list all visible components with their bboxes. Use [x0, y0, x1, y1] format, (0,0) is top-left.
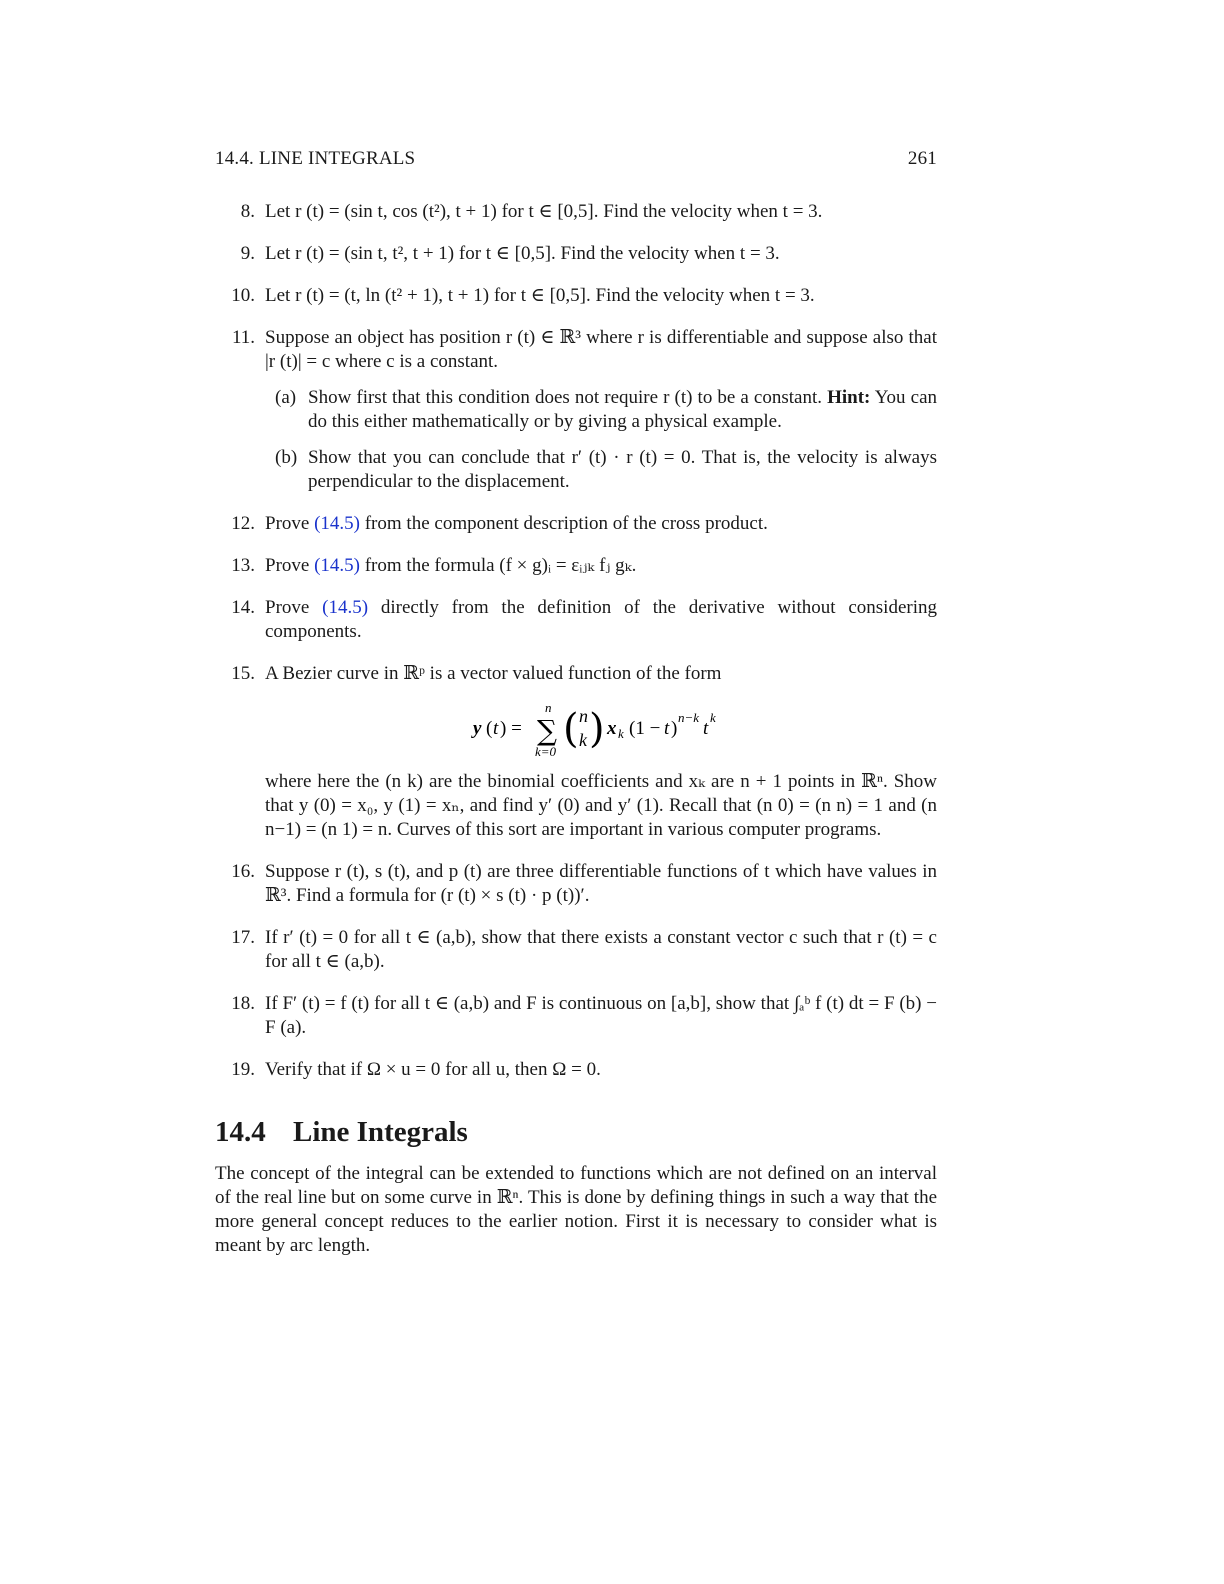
svg-text:x: x — [607, 718, 617, 739]
exercise-number: 14. — [231, 597, 255, 618]
svg-text:n: n — [579, 706, 588, 726]
exercise-number: 10. — [231, 285, 255, 306]
exercise-14 — [215, 596, 937, 644]
part-text: Show first that this condition does not require r (t) to be a constant. — [308, 387, 828, 408]
svg-text:k: k — [710, 710, 716, 725]
section-heading — [215, 1116, 937, 1148]
exercise-text: A Bezier curve in ℝᵖ is a vector valued function of the form — [265, 663, 722, 684]
svg-text:t: t — [664, 718, 670, 739]
hint-label: Hint: — [827, 387, 871, 408]
exercise-text: Suppose an object has position r (t) ∈ ℝ³ where r is differentiable and suppose also that |r (t)| = c where c is a constant. — [265, 327, 937, 372]
svg-text:k: k — [579, 730, 587, 750]
exercise-text-cont: directly from the definition of the derivative without considering components. — [265, 597, 938, 642]
exercise-number: 15. — [231, 663, 255, 684]
exercise-9 — [215, 242, 937, 266]
exercise-text: If r′ (t) = 0 for all t ∈ (a,b), show that there exists a constant vector c such that r (t) = c for all t ∈ (a,b). — [265, 927, 937, 972]
header-section-title: 14.4. LINE INTEGRALS — [215, 148, 416, 169]
exercise-15 — [215, 662, 937, 842]
content — [215, 200, 937, 1258]
bezier-formula-graphic — [215, 700, 937, 760]
part-label: (b) — [275, 447, 298, 468]
svg-text:∑: ∑ — [537, 714, 557, 747]
exercise-13 — [215, 554, 937, 578]
equation-ref-link[interactable]: (14.5) — [314, 555, 360, 576]
section-title: Line Integrals — [293, 1116, 468, 1148]
exercise-text: Verify that if Ω × u = 0 for all u, then Ω = 0. — [265, 1059, 601, 1080]
svg-text:n: n — [545, 700, 552, 715]
section-number: 14.4 — [215, 1116, 266, 1148]
exercise-text: Suppose r (t), s (t), and p (t) are three differentiable functions of t which have values in ℝ³. Find a formula for (r (t) × s (t) · p (t))′. — [265, 861, 937, 906]
svg-text:): ) — [671, 718, 678, 739]
svg-text:(: ( — [563, 706, 579, 752]
exercise-17 — [215, 926, 937, 974]
svg-text:(1 −: (1 − — [629, 718, 661, 739]
svg-text:k: k — [618, 726, 624, 741]
svg-text:k=0: k=0 — [535, 744, 557, 759]
equation-ref-link[interactable]: (14.5) — [322, 597, 369, 618]
svg-text:(: ( — [486, 718, 493, 739]
exercise-text: Let r (t) = (sin t, t², t + 1) for t ∈ [0,5]. Find the velocity when t = 3. — [265, 243, 780, 264]
exercise-text: Let r (t) = (sin t, cos (t²), t + 1) for t ∈ [0,5]. Find the velocity when t = 3. — [265, 201, 823, 222]
exercise-number: 9. — [240, 243, 255, 264]
exercise-text: If F′ (t) = f (t) for all t ∈ (a,b) and F is continuous on [a,b], show that ∫ₐᵇ f (t) dt = F (b) − F (a). — [265, 993, 937, 1038]
svg-text:t: t — [703, 718, 709, 739]
exercise-19 — [215, 1058, 937, 1082]
exercise-number: 11. — [231, 327, 255, 348]
exercise-text-cont: from the component description of the cross product. — [359, 513, 768, 534]
exercise-number: 8. — [240, 201, 255, 222]
exercise-16 — [215, 860, 937, 908]
exercise-number: 17. — [231, 927, 255, 948]
exercise-number: 13. — [231, 555, 255, 576]
exercise-text-cont: from the formula (f × g)ᵢ = εᵢⱼₖ fⱼ gₖ. — [359, 555, 637, 576]
part-label: (a) — [275, 387, 297, 408]
bezier-formula — [215, 700, 937, 760]
exercise-10 — [215, 284, 937, 308]
exercise-number: 12. — [231, 513, 255, 534]
bezier-explanation: where here the (n k) are the binomial coefficients and xₖ are n + 1 points in ℝⁿ. Show that y (0) = x₀, y (1) = xₙ, and find y′ (0) and y′ (1). Recall that (n 0) = (n n) = 1 and (n n−1) = (n 1) = n. Curves of this sort are important in various computer programs. — [265, 771, 937, 840]
svg-text:) =: ) = — [500, 718, 522, 739]
exercise-8 — [215, 200, 937, 224]
exercise-11a — [215, 386, 937, 434]
equation-ref-link[interactable]: (14.5) — [314, 513, 360, 534]
svg-text:t: t — [493, 718, 499, 739]
exercise-text: Prove — [265, 513, 315, 534]
page-number: 261 — [907, 148, 937, 169]
exercise-text: Prove — [265, 597, 323, 618]
svg-text:): ) — [589, 706, 605, 752]
running-header — [215, 148, 937, 170]
exercise-number: 16. — [231, 861, 255, 882]
exercise-number: 18. — [231, 993, 255, 1014]
part-text-cont: You can do this either mathematically or by giving a physical example. — [308, 387, 937, 432]
part-text: Show that you can conclude that r′ (t) · r (t) = 0. That is, the velocity is always perpendicular to the displacement. — [308, 447, 937, 492]
exercise-text: Prove — [265, 555, 315, 576]
exercise-11b — [215, 446, 937, 494]
section-paragraph: The concept of the integral can be extended to functions which are not defined on an interval of the real line but on some curve in ℝⁿ. This is done by defining things in such a way that the more general concept reduces to the earlier notion. First it is necessary to consider what is meant by arc length. — [215, 1163, 937, 1256]
exercise-18 — [215, 992, 937, 1040]
svg-text:n−k: n−k — [678, 710, 700, 725]
exercise-text: Let r (t) = (t, ln (t² + 1), t + 1) for t ∈ [0,5]. Find the velocity when t = 3. — [265, 285, 815, 306]
exercise-12 — [215, 512, 937, 536]
exercise-11 — [215, 326, 937, 494]
exercise-number: 19. — [231, 1059, 255, 1080]
svg-text:y: y — [473, 718, 482, 739]
